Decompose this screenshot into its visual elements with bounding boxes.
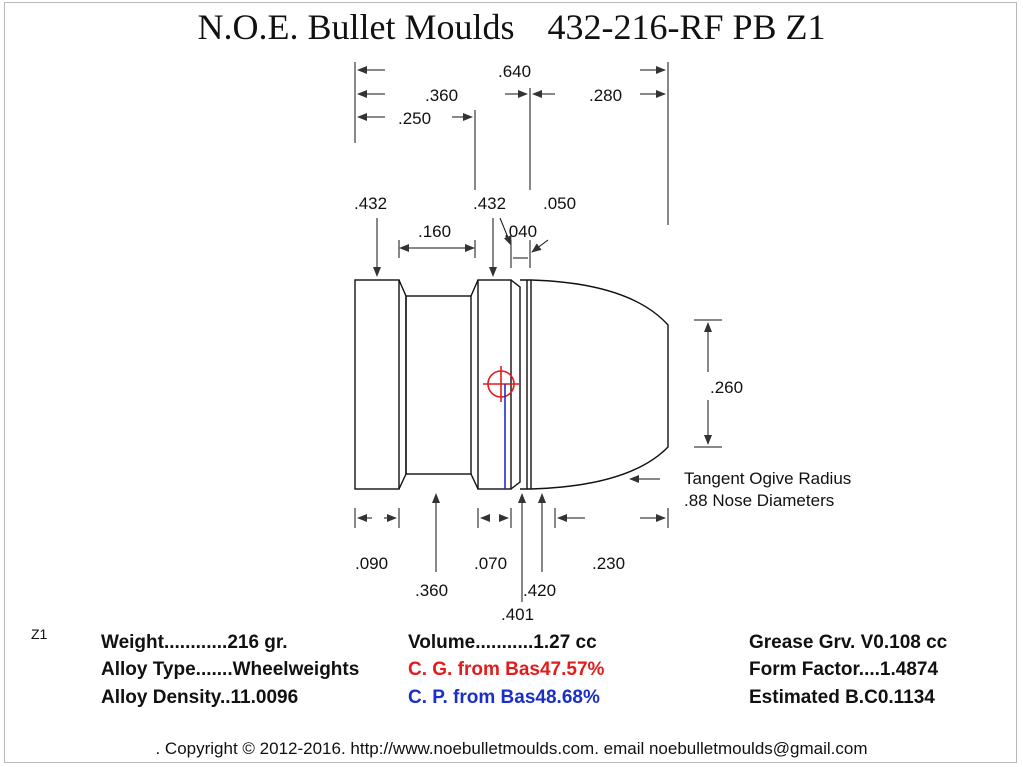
stat-alloy-density — [101, 687, 298, 709]
dimension-arrows — [358, 70, 708, 602]
brand-title: N.O.E. Bullet Moulds — [197, 7, 515, 47]
stat-cg-label: C. G. from Bas — [408, 659, 540, 680]
base-band — [355, 280, 399, 489]
stat-weight-label: Weight............ — [101, 632, 228, 653]
stat-alloy-type — [101, 659, 359, 681]
stat-grease-label: Grease Grv. V — [749, 632, 874, 653]
dim-groove-width: .160 — [418, 222, 452, 241]
stat-bc-label: Estimated B.C — [749, 687, 878, 708]
stat-alloy-type-label: Alloy Type....... — [101, 659, 233, 680]
ogive-note-line1: Tangent Ogive Radius — [684, 469, 852, 488]
dim-nose-section: .230 — [592, 554, 626, 573]
dim-base-band-width: .090 — [355, 554, 389, 573]
ogive-note-line2: .88 Nose Diameters — [684, 491, 835, 510]
stat-alloy-type-value: Wheelweights — [232, 659, 360, 680]
stat-bc-value: 0.1134 — [877, 687, 935, 708]
dim-groove-diameter: .360 — [415, 581, 449, 600]
dim-gas-check-diameter: .401 — [501, 605, 535, 624]
dim-base-to-front-band: .360 — [425, 86, 459, 105]
stat-form-factor-value: 1.4874 — [879, 659, 939, 680]
stat-weight — [101, 632, 288, 654]
dim-meplat-diameter: .260 — [710, 378, 744, 397]
grease-groove — [406, 296, 471, 474]
dim-base-to-groove: .250 — [398, 109, 432, 128]
cg-marker — [483, 366, 519, 402]
design-tag: Z1 — [31, 626, 48, 642]
stat-volume-value: 1.27 cc — [533, 632, 597, 653]
dim-nose-start-diameter: .420 — [523, 581, 557, 600]
copyright-footer: . Copyright © 2012-2016. http://www.noebulletmoulds.com. email noebulletmoulds@gmail.com — [155, 739, 868, 758]
stat-form-factor — [749, 659, 938, 681]
ogive-nose — [520, 280, 668, 489]
dim-overall-length: .640 — [498, 62, 532, 81]
dim-front-band-diameter: .432 — [473, 194, 507, 213]
stat-alloy-density-label: Alloy Density.. — [101, 687, 231, 708]
dim-nose-length: .280 — [589, 86, 623, 105]
extension-lines — [355, 62, 722, 528]
stat-cp-value: 48.68% — [535, 687, 600, 708]
stat-volume-label: Volume........... — [408, 632, 534, 653]
dim-front-band-len: .070 — [474, 554, 508, 573]
stat-cg — [408, 659, 604, 681]
stat-grease-value: 0.108 cc — [873, 632, 948, 653]
stat-bc — [749, 687, 935, 709]
stat-grease — [749, 632, 947, 654]
stat-form-factor-label: Form Factor.... — [749, 659, 880, 680]
stat-cp — [408, 687, 600, 709]
stat-cg-value: 47.57% — [539, 659, 605, 680]
stat-volume — [408, 632, 597, 654]
dim-base-diameter: .432 — [354, 194, 388, 213]
stat-cp-label: C. P. from Bas — [408, 687, 536, 708]
dim-gap-width: .050 — [543, 194, 577, 213]
model-title: 432-216-RF PB Z1 — [547, 7, 826, 47]
groove-left-taper — [399, 280, 406, 489]
groove-right-taper — [471, 280, 478, 489]
stat-alloy-density-value: 11.0096 — [230, 687, 299, 708]
stat-weight-value: 216 gr. — [227, 632, 288, 653]
dim-front-band-width: .040 — [504, 222, 538, 241]
